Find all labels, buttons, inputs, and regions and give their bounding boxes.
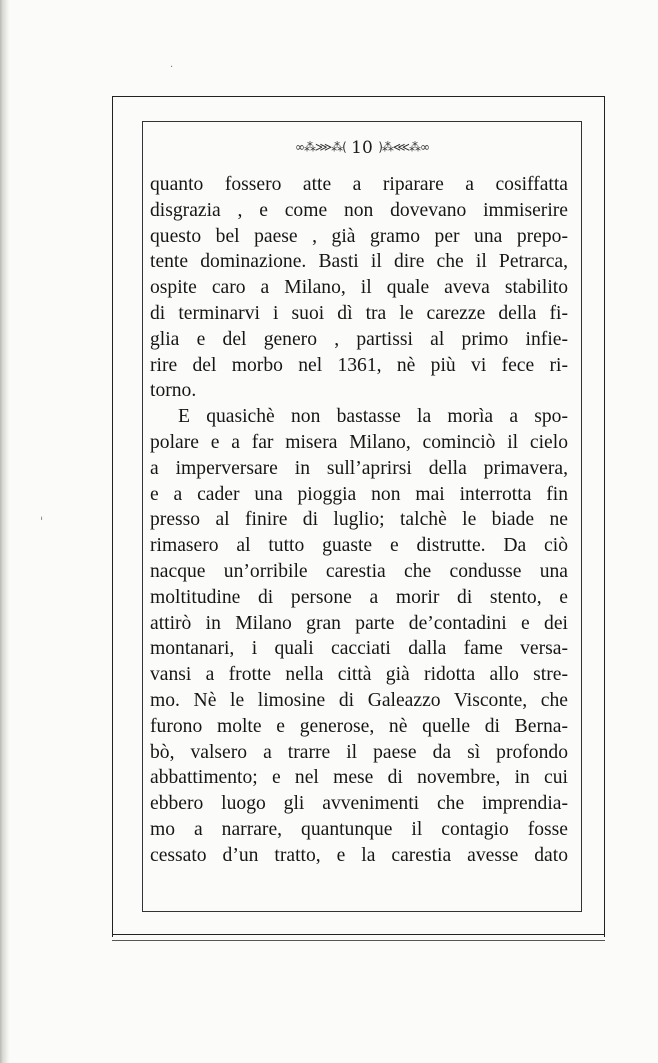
page-number: 10 <box>351 138 373 158</box>
text-line: questo bel paese , già gramo per una prepo- <box>150 225 568 247</box>
outer-frame-bottom-rule <box>112 934 605 935</box>
text-line: torno. <box>150 380 197 402</box>
text-line: abbattimento; e nel mese di novembre, in cui <box>150 767 568 789</box>
text-line: tente dominazione. Basti il dire che il Petrarca, <box>150 251 568 273</box>
text-line: a imperversare in sull’aprirsi della primavera, <box>150 457 568 479</box>
text-line: glia e del genero , partissi al primo infie- <box>150 328 568 350</box>
text-line: mo a narrare, quantunque il contagio fosse <box>150 818 568 840</box>
text-line: bò, valsero a trarre il paese da sì profondo <box>150 741 568 763</box>
text-line: di terminarvi i suoi dì tra le carezze della fi- <box>150 302 568 324</box>
left-ornament: ∞⁂⋙⁂( <box>295 140 346 154</box>
text-line: disgrazia , e come non dovevano immiserire <box>150 199 568 221</box>
ink-speck: ˈ <box>40 515 44 529</box>
running-header <box>142 136 582 159</box>
right-ornament: )⁂⋘⁂∞ <box>378 140 429 154</box>
text-line: nacque un’orribile carestia che condusse una <box>150 560 568 582</box>
text-line: rimasero al tutto guaste e distrutte. Da ciò <box>150 535 568 557</box>
binding-edge <box>0 0 10 1063</box>
text-line: quanto fossero atte a riparare a cosiffatta <box>150 174 568 195</box>
text-line: presso al finire di luglio; talchè le biade ne <box>150 509 568 531</box>
text-line: ospite caro a Milano, il quale aveva stabilito <box>150 277 568 299</box>
text-line: ebbero luogo gli avvenimenti che imprendia- <box>150 793 568 815</box>
body-text <box>150 172 568 869</box>
text-line: mo. Nè le limosine di Galeazzo Visconte, che <box>150 689 568 711</box>
under-rule <box>112 940 605 941</box>
text-line: moltitudine di persone a morir di stento, e <box>150 586 568 608</box>
text-line: e a cader una pioggia non mai interrotta fin <box>150 483 568 505</box>
text-line: rire del morbo nel 1361, nè più vi fece ri- <box>150 354 568 376</box>
text-line: cessato d’un tratto, e la carestia avesse dato <box>150 844 568 866</box>
text-line: E quasichè non bastasse la morìa a spo- <box>178 406 568 428</box>
text-line: montanari, i quali cacciati dalla fame versa- <box>150 638 568 660</box>
text-line: furono molte e generose, nè quelle di Berna- <box>150 715 568 737</box>
text-line: polare e a far misera Milano, cominciò il cielo <box>150 431 568 453</box>
ink-speck: · <box>170 62 174 73</box>
text-line: vansi a frotte nella città già ridotta allo stre- <box>150 664 568 686</box>
text-line: attirò in Milano gran parte de’contadini e dei <box>150 612 568 634</box>
